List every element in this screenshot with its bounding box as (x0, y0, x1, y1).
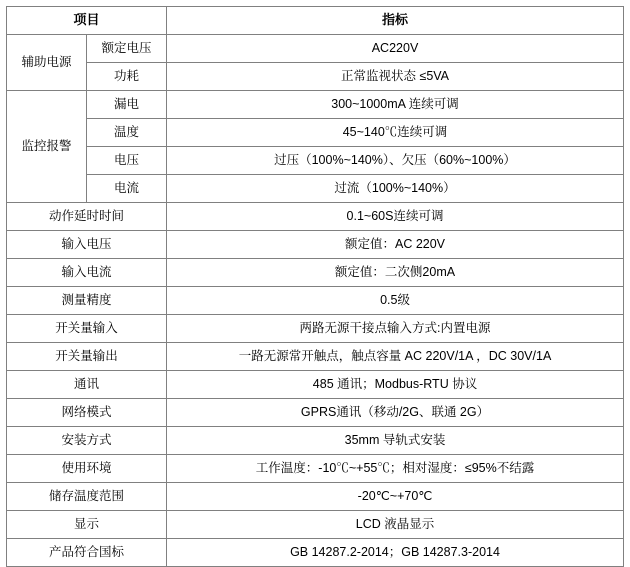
row-item-label: 储存温度范围 (7, 483, 167, 511)
row-item-label: 产品符合国标 (7, 539, 167, 567)
row-value: 300~1000mA 连续可调 (167, 91, 624, 119)
table-row (7, 343, 624, 371)
row-value: 过流（100%~140%） (167, 175, 624, 203)
row-sub-label: 功耗 (87, 63, 167, 91)
row-sub-label: 电流 (87, 175, 167, 203)
row-sub-label: 额定电压 (87, 35, 167, 63)
table-row (7, 483, 624, 511)
row-item-label: 测量精度 (7, 287, 167, 315)
table-row (7, 315, 624, 343)
row-value: 过压（100%~140%）、欠压（60%~100%） (167, 147, 624, 175)
row-item-label: 显示 (7, 511, 167, 539)
row-item-label: 开关量输入 (7, 315, 167, 343)
row-item-label: 开关量输出 (7, 343, 167, 371)
row-value: 0.5级 (167, 287, 624, 315)
table-row (7, 91, 624, 119)
row-value: 0.1~60S连续可调 (167, 203, 624, 231)
row-item-label: 安装方式 (7, 427, 167, 455)
table-header-row (7, 7, 624, 35)
table-row (7, 119, 624, 147)
row-value: LCD 液晶显示 (167, 511, 624, 539)
row-value: 额定值：AC 220V (167, 231, 624, 259)
table-row (7, 399, 624, 427)
row-value: 工作温度：-10℃~+55℃；相对湿度：≤95%不结露 (167, 455, 624, 483)
header-spec: 指标 (167, 7, 624, 35)
row-value: 35mm 导轨式安装 (167, 427, 624, 455)
row-value: GB 14287.2-2014；GB 14287.3-2014 (167, 539, 624, 567)
table-row (7, 287, 624, 315)
row-value: AC220V (167, 35, 624, 63)
table-row (7, 539, 624, 567)
table-row (7, 371, 624, 399)
table-row (7, 511, 624, 539)
row-sub-label: 电压 (87, 147, 167, 175)
row-value: 正常监视状态 ≤5VA (167, 63, 624, 91)
row-value: 485 通讯；Modbus-RTU 协议 (167, 371, 624, 399)
row-item-label: 输入电流 (7, 259, 167, 287)
row-value: GPRS通讯（移动/2G、联通 2G） (167, 399, 624, 427)
row-item-label: 网络模式 (7, 399, 167, 427)
header-item: 项目 (7, 7, 167, 35)
table-row (7, 147, 624, 175)
row-value: 45~140℃连续可调 (167, 119, 624, 147)
row-item-label: 使用环境 (7, 455, 167, 483)
row-group-label: 监控报警 (7, 91, 87, 203)
row-value: 一路无源常开触点，触点容量 AC 220V/1A ，DC 30V/1A (167, 343, 624, 371)
table-row (7, 231, 624, 259)
table-row (7, 63, 624, 91)
table-row (7, 455, 624, 483)
table-row (7, 175, 624, 203)
row-item-label: 通讯 (7, 371, 167, 399)
row-value: -20℃~+70℃ (167, 483, 624, 511)
table-row (7, 35, 624, 63)
row-item-label: 动作延时时间 (7, 203, 167, 231)
row-item-label: 输入电压 (7, 231, 167, 259)
row-sub-label: 漏电 (87, 91, 167, 119)
row-group-label: 辅助电源 (7, 35, 87, 91)
table-row (7, 427, 624, 455)
specification-table (6, 6, 624, 567)
table-row (7, 259, 624, 287)
row-value: 额定值：二次侧20mA (167, 259, 624, 287)
row-sub-label: 温度 (87, 119, 167, 147)
table-row (7, 203, 624, 231)
row-value: 两路无源干接点输入方式:内置电源 (167, 315, 624, 343)
